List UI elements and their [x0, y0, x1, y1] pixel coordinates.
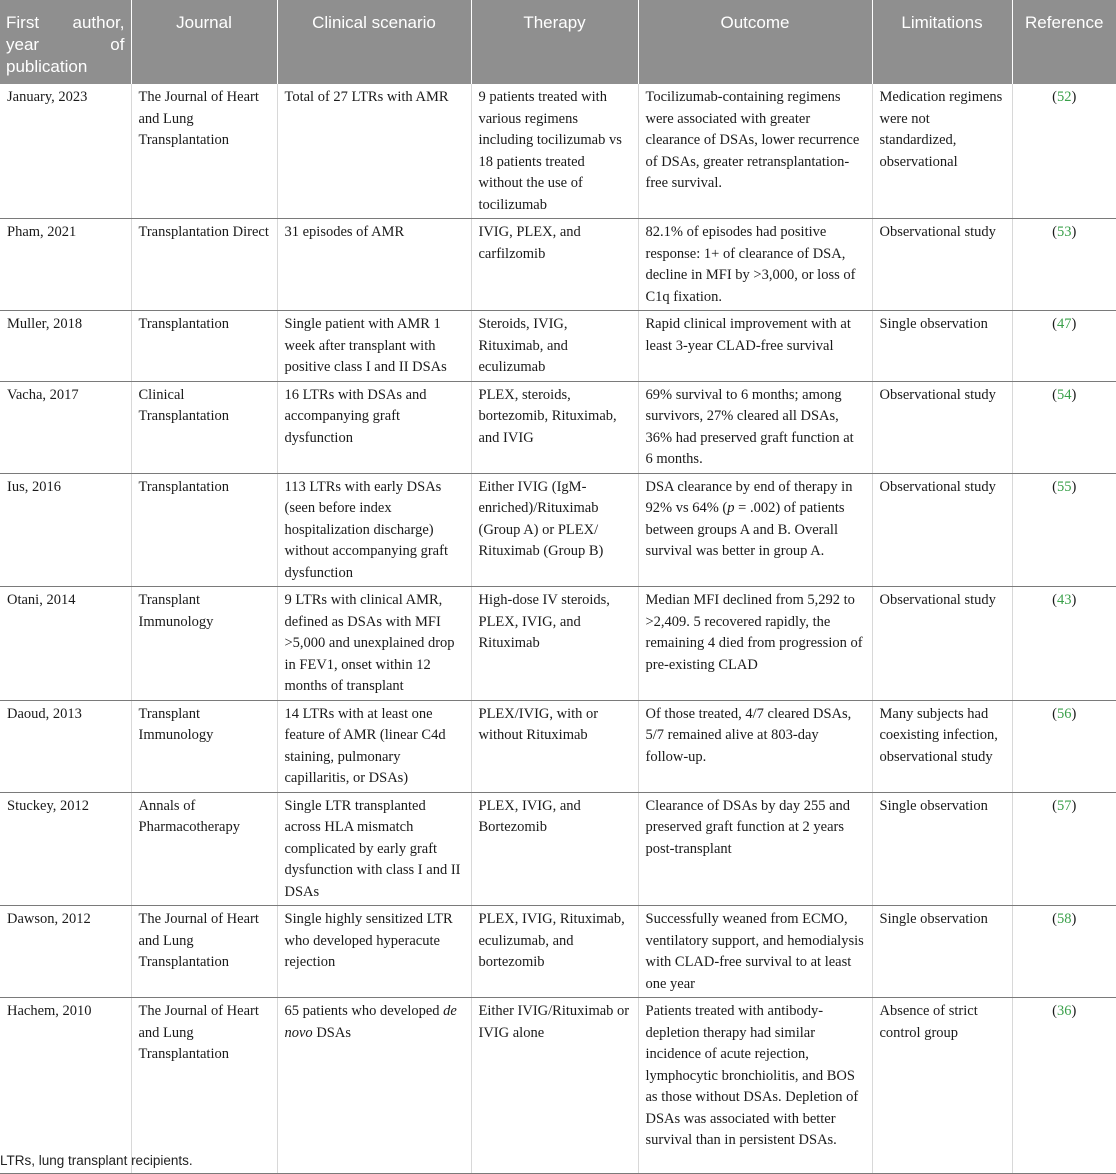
reference-link[interactable]: 58 — [1057, 911, 1072, 927]
reference-link[interactable]: 47 — [1057, 316, 1072, 332]
cell-reference: (57) — [1012, 792, 1116, 906]
cell-journal: The Journal of Heart and Lung Transplantation — [131, 84, 277, 219]
cell-limitations: Observational study — [872, 219, 1012, 311]
table-row — [0, 381, 1116, 473]
cell-journal: Transplantation — [131, 311, 277, 382]
cell-author: Dawson, 2012 — [0, 906, 131, 998]
table-row — [0, 906, 1116, 998]
cell-journal: The Journal of Heart and Lung Transplantation — [131, 906, 277, 998]
cell-reference: (36) — [1012, 998, 1116, 1174]
reference-link[interactable]: 36 — [1057, 1003, 1072, 1019]
cell-outcome: Successfully weaned from ECMO, ventilatory support, and hemodialysis with CLAD-free survival to at least one year — [638, 906, 872, 998]
cell-limitations: Absence of strict control group — [872, 998, 1012, 1174]
cell-scenario: Single highly sensitized LTR who developed hyperacute rejection — [277, 906, 471, 998]
scenario-italic: de novo — [284, 1003, 457, 1041]
cell-therapy: 9 patients treated with various regimens including tocilizumab vs 18 patients treated without the use of tocilizumab — [471, 84, 638, 219]
cell-limitations: Single observation — [872, 906, 1012, 998]
cell-reference: (43) — [1012, 587, 1116, 701]
cell-scenario: 14 LTRs with at least one feature of AMR (linear C4d staining, pulmonary capillaritis, or DSAs) — [277, 700, 471, 792]
cell-journal: Transplant Immunology — [131, 700, 277, 792]
scenario-text: DSAs — [312, 1024, 351, 1041]
outcome-text: = .002) of patients between groups A and B. Overall survival was better in group A. — [645, 500, 845, 559]
cell-therapy: PLEX, steroids, bortezomib, Rituximab, and IVIG — [471, 381, 638, 473]
cell-scenario: Single patient with AMR 1 week after transplant with positive class I and II DSAs — [277, 311, 471, 382]
reference-link[interactable]: 43 — [1057, 592, 1072, 608]
table-row — [0, 998, 1116, 1174]
reference-link[interactable]: 53 — [1057, 224, 1072, 240]
cell-limitations: Many subjects had coexisting infection, observational study — [872, 700, 1012, 792]
table-row — [0, 84, 1116, 219]
cell-outcome — [638, 473, 872, 587]
cell-reference: (53) — [1012, 219, 1116, 311]
cell-scenario: 16 LTRs with DSAs and accompanying graft dysfunction — [277, 381, 471, 473]
cell-reference: (52) — [1012, 84, 1116, 219]
cell-therapy: High-dose IV steroids, PLEX, IVIG, and Rituximab — [471, 587, 638, 701]
cell-author: Ius, 2016 — [0, 473, 131, 587]
cell-outcome: Patients treated with antibody-depletion therapy had similar incidence of acute rejection, lymphocytic bronchiolitis, and BOS as those without DSAs. Depletion of DSAs was associated with better survival than in persistent DSAs. — [638, 998, 872, 1174]
table-footnote: LTRs, lung transplant recipients. — [0, 1153, 193, 1168]
header-outcome: Outcome — [638, 0, 872, 84]
cell-scenario: 9 LTRs with clinical AMR, defined as DSAs with MFI >5,000 and unexplained drop in FEV1, onset within 12 months of transplant — [277, 587, 471, 701]
cell-scenario: 113 LTRs with early DSAs (seen before index hospitalization discharge) without accompanying graft dysfunction — [277, 473, 471, 587]
cell-journal: Transplantation — [131, 473, 277, 587]
header-therapy: Therapy — [471, 0, 638, 84]
cell-therapy: PLEX/IVIG, with or without Rituximab — [471, 700, 638, 792]
header-reference: Reference — [1012, 0, 1116, 84]
cell-author: Muller, 2018 — [0, 311, 131, 382]
reference-link[interactable]: 52 — [1057, 89, 1072, 105]
cell-reference: (47) — [1012, 311, 1116, 382]
cell-author: Stuckey, 2012 — [0, 792, 131, 906]
cell-limitations: Single observation — [872, 311, 1012, 382]
cell-scenario — [277, 998, 471, 1174]
cell-limitations: Observational study — [872, 473, 1012, 587]
table-row — [0, 473, 1116, 587]
cell-outcome: Tocilizumab-containing regimens were associated with greater clearance of DSAs, lower recurrence of DSAs, greater retransplantation-free survival. — [638, 84, 872, 219]
cell-reference: (55) — [1012, 473, 1116, 587]
cell-therapy: Either IVIG/Rituximab or IVIG alone — [471, 998, 638, 1174]
cell-scenario: 31 episodes of AMR — [277, 219, 471, 311]
p-value-symbol: p — [727, 500, 735, 516]
cell-outcome: 82.1% of episodes had positive response: 1+ of clearance of DSA, decline in MFI by >3,000, or loss of C1q fixation. — [638, 219, 872, 311]
cell-journal: Annals of Pharmacotherapy — [131, 792, 277, 906]
table-row — [0, 311, 1116, 382]
cell-limitations: Observational study — [872, 587, 1012, 701]
cell-journal: Transplant Immunology — [131, 587, 277, 701]
cell-journal: Transplantation Direct — [131, 219, 277, 311]
cell-limitations: Observational study — [872, 381, 1012, 473]
cell-author: Vacha, 2017 — [0, 381, 131, 473]
header-row — [0, 0, 1116, 84]
cell-author: January, 2023 — [0, 84, 131, 219]
reference-link[interactable]: 54 — [1057, 386, 1072, 403]
cell-therapy: IVIG, PLEX, and carfilzomib — [471, 219, 638, 311]
cell-therapy: Steroids, IVIG, Rituximab, and eculizumab — [471, 311, 638, 382]
table-row — [0, 792, 1116, 906]
outcome-text: DSA clearance by end of therapy in 92% vs 64% ( — [645, 478, 853, 516]
table-row — [0, 219, 1116, 311]
cell-outcome: 69% survival to 6 months; among survivors, 27% cleared all DSAs, 36% had preserved graft function at 6 months. — [638, 381, 872, 473]
cell-author: Otani, 2014 — [0, 587, 131, 701]
reference-link[interactable]: 55 — [1057, 478, 1072, 495]
cell-journal: Clinical Transplantation — [131, 381, 277, 473]
cell-scenario: Single LTR transplanted across HLA mismatch complicated by early graft dysfunction with class I and II DSAs — [277, 792, 471, 906]
cell-scenario: Total of 27 LTRs with AMR — [277, 84, 471, 219]
cell-author: Daoud, 2013 — [0, 700, 131, 792]
cell-reference: (58) — [1012, 906, 1116, 998]
cell-outcome: Rapid clinical improvement with at least 3-year CLAD-free survival — [638, 311, 872, 382]
reference-link[interactable]: 56 — [1057, 705, 1072, 722]
cell-outcome: Clearance of DSAs by day 255 and preserved graft function at 2 years post-transplant — [638, 792, 872, 906]
cell-limitations: Single observation — [872, 792, 1012, 906]
header-limitations: Limitations — [872, 0, 1012, 84]
scenario-text: 65 patients who developed — [284, 1003, 444, 1019]
reference-link[interactable]: 57 — [1057, 797, 1072, 814]
cell-therapy: PLEX, IVIG, and Bortezomib — [471, 792, 638, 906]
cell-reference: (54) — [1012, 381, 1116, 473]
cell-reference: (56) — [1012, 700, 1116, 792]
cell-limitations: Medication regimens were not standardized, observational — [872, 84, 1012, 219]
header-journal: Journal — [131, 0, 277, 84]
table-row — [0, 587, 1116, 701]
cell-author: Pham, 2021 — [0, 219, 131, 311]
cell-journal: The Journal of Heart and Lung Transplantation — [131, 998, 277, 1174]
cell-outcome: Median MFI declined from 5,292 to >2,409. 5 recovered rapidly, the remaining 4 died from progression of pre-existing CLAD — [638, 587, 872, 701]
table-row — [0, 700, 1116, 792]
cell-therapy: Either IVIG (IgM-enriched)/Rituximab (Group A) or PLEX/ Rituximab (Group B) — [471, 473, 638, 587]
cell-therapy: PLEX, IVIG, Rituximab, eculizumab, and bortezomib — [471, 906, 638, 998]
header-author: First author, year of publication — [0, 0, 131, 84]
cell-author: Hachem, 2010 — [0, 998, 131, 1174]
header-scenario: Clinical scenario — [277, 0, 471, 84]
cell-outcome: Of those treated, 4/7 cleared DSAs, 5/7 remained alive at 803-day follow-up. — [638, 700, 872, 792]
